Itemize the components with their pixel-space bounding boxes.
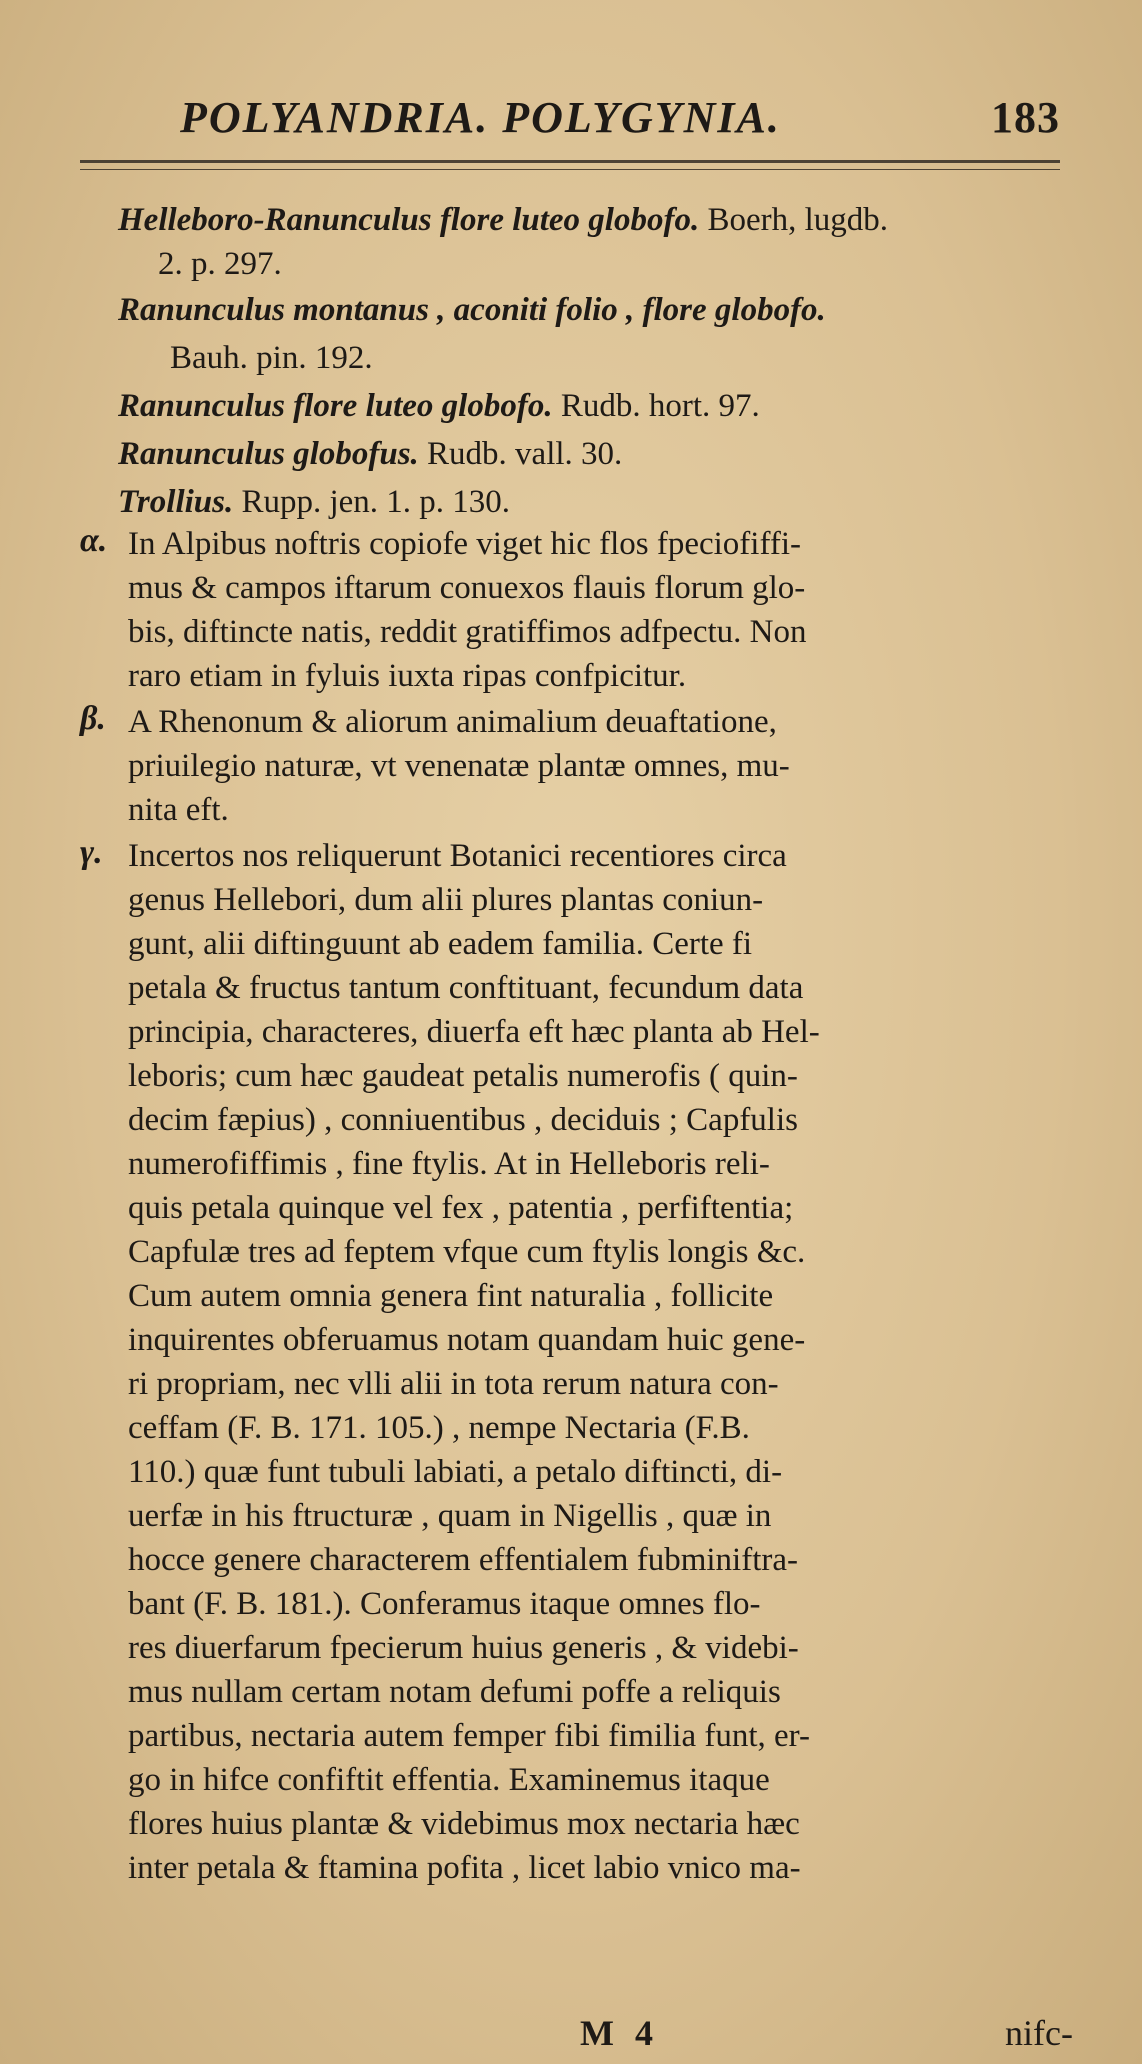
- note-line: decim fæpius) , conniuentibus , deciduis ; Capfulis: [128, 1102, 798, 1138]
- synonym-line: Bauh. pin. 192.: [170, 340, 373, 376]
- note-line: numerofiffimis , fine ftylis. At in Helleboris reli-: [128, 1146, 770, 1182]
- running-head: POLYANDRIA. POLYGYNIA.: [180, 93, 781, 142]
- note-line: gunt, alii diftinguunt ab eadem familia. Certe fi: [128, 926, 753, 962]
- note-line: go in hifce confiftit effentia. Examinemus itaque: [128, 1762, 770, 1798]
- note-line: nita eft.: [128, 792, 229, 828]
- note-line: principia, characteres, diuerfa eft hæc planta ab Hel-: [128, 1014, 820, 1050]
- note-line: Cum autem omnia genera fint naturalia , follicite: [128, 1278, 774, 1314]
- note-line: mus & campos iftarum conuexos flauis florum glo-: [128, 570, 806, 606]
- page-number: 183: [991, 93, 1060, 142]
- note-marker: γ.: [80, 834, 103, 871]
- note-line: inter petala & ftamina pofita , licet labio vnico ma-: [128, 1850, 801, 1886]
- note-marker: α.: [80, 522, 108, 559]
- note-line: ri propriam, nec vlli alii in tota rerum natura con-: [128, 1366, 779, 1402]
- synonym-line: Trollius. Rupp. jen. 1. p. 130.: [118, 484, 511, 520]
- note-line: Incertos nos reliquerunt Botanici recentiores circa: [128, 838, 787, 874]
- synonym-line: 2. p. 297.: [158, 246, 282, 282]
- note-line: priuilegio naturæ, vt venenatæ plantæ omnes, mu-: [128, 748, 790, 784]
- note-line: 110.) quæ funt tubuli labiati, a petalo diftincti, di-: [128, 1454, 783, 1490]
- note-line: In Alpibus noftris copiofe viget hic flos fpeciofiffi-: [128, 526, 801, 562]
- synonym-line: Ranunculus globofus. Rudb. vall. 30.: [118, 436, 623, 472]
- note-line: leboris; cum hæc gaudeat petalis numerofis ( quin-: [128, 1058, 798, 1094]
- note-line: petala & fructus tantum conftituant, fecundum data: [128, 970, 804, 1006]
- note-line: genus Hellebori, dum alii plures plantas coniun-: [128, 882, 764, 918]
- synonym-line: Ranunculus flore luteo globofo. Rudb. hort. 97.: [118, 388, 760, 424]
- note-line: flores huius plantæ & videbimus mox nectaria hæc: [128, 1806, 800, 1842]
- note-line: uerfæ in his ftructuræ , quam in Nigellis , quæ in: [128, 1498, 772, 1534]
- note-marker: β.: [80, 700, 106, 737]
- note-line: Capfulæ tres ad feptem vfque cum ftylis longis &c.: [128, 1234, 806, 1270]
- note-line: partibus, nectaria autem femper fibi fimilia funt, er-: [128, 1718, 810, 1754]
- header-rule: [80, 160, 1060, 170]
- note-line: hocce genere characterem effentialem fubminiftra-: [128, 1542, 798, 1578]
- signature-mark: M 4: [580, 2013, 659, 2053]
- note-line: ceffam (F. B. 171. 105.) , nempe Nectaria (F.B.: [128, 1410, 750, 1446]
- note-line: bant (F. B. 181.). Conferamus itaque omnes flo-: [128, 1586, 761, 1622]
- page-footer: [0, 2012, 1142, 2056]
- note-line: bis, diftincte natis, reddit gratiffimos adfpectu. Non: [128, 614, 807, 650]
- note-line: mus nullam certam notam defumi poffe a reliquis: [128, 1674, 781, 1710]
- note-line: quis petala quinque vel fex , patentia , perfiftentia;: [128, 1190, 794, 1226]
- catchword: nifc-: [1005, 2013, 1073, 2053]
- note-line: A Rhenonum & aliorum animalium deuaftatione,: [128, 704, 777, 740]
- note-line: inquirentes obferuamus notam quandam huic gene-: [128, 1322, 806, 1358]
- note-line: res diuerfarum fpecierum huius generis , & videbi-: [128, 1630, 799, 1666]
- note-line: raro etiam in fyluis iuxta ripas confpicitur.: [128, 658, 687, 694]
- page-header: [180, 92, 1080, 152]
- synonym-line: Ranunculus montanus , aconiti folio , flore globofo.: [118, 292, 826, 328]
- synonym-line: Helleboro-Ranunculus flore luteo globofo. Boerh, lugdb.: [118, 202, 889, 238]
